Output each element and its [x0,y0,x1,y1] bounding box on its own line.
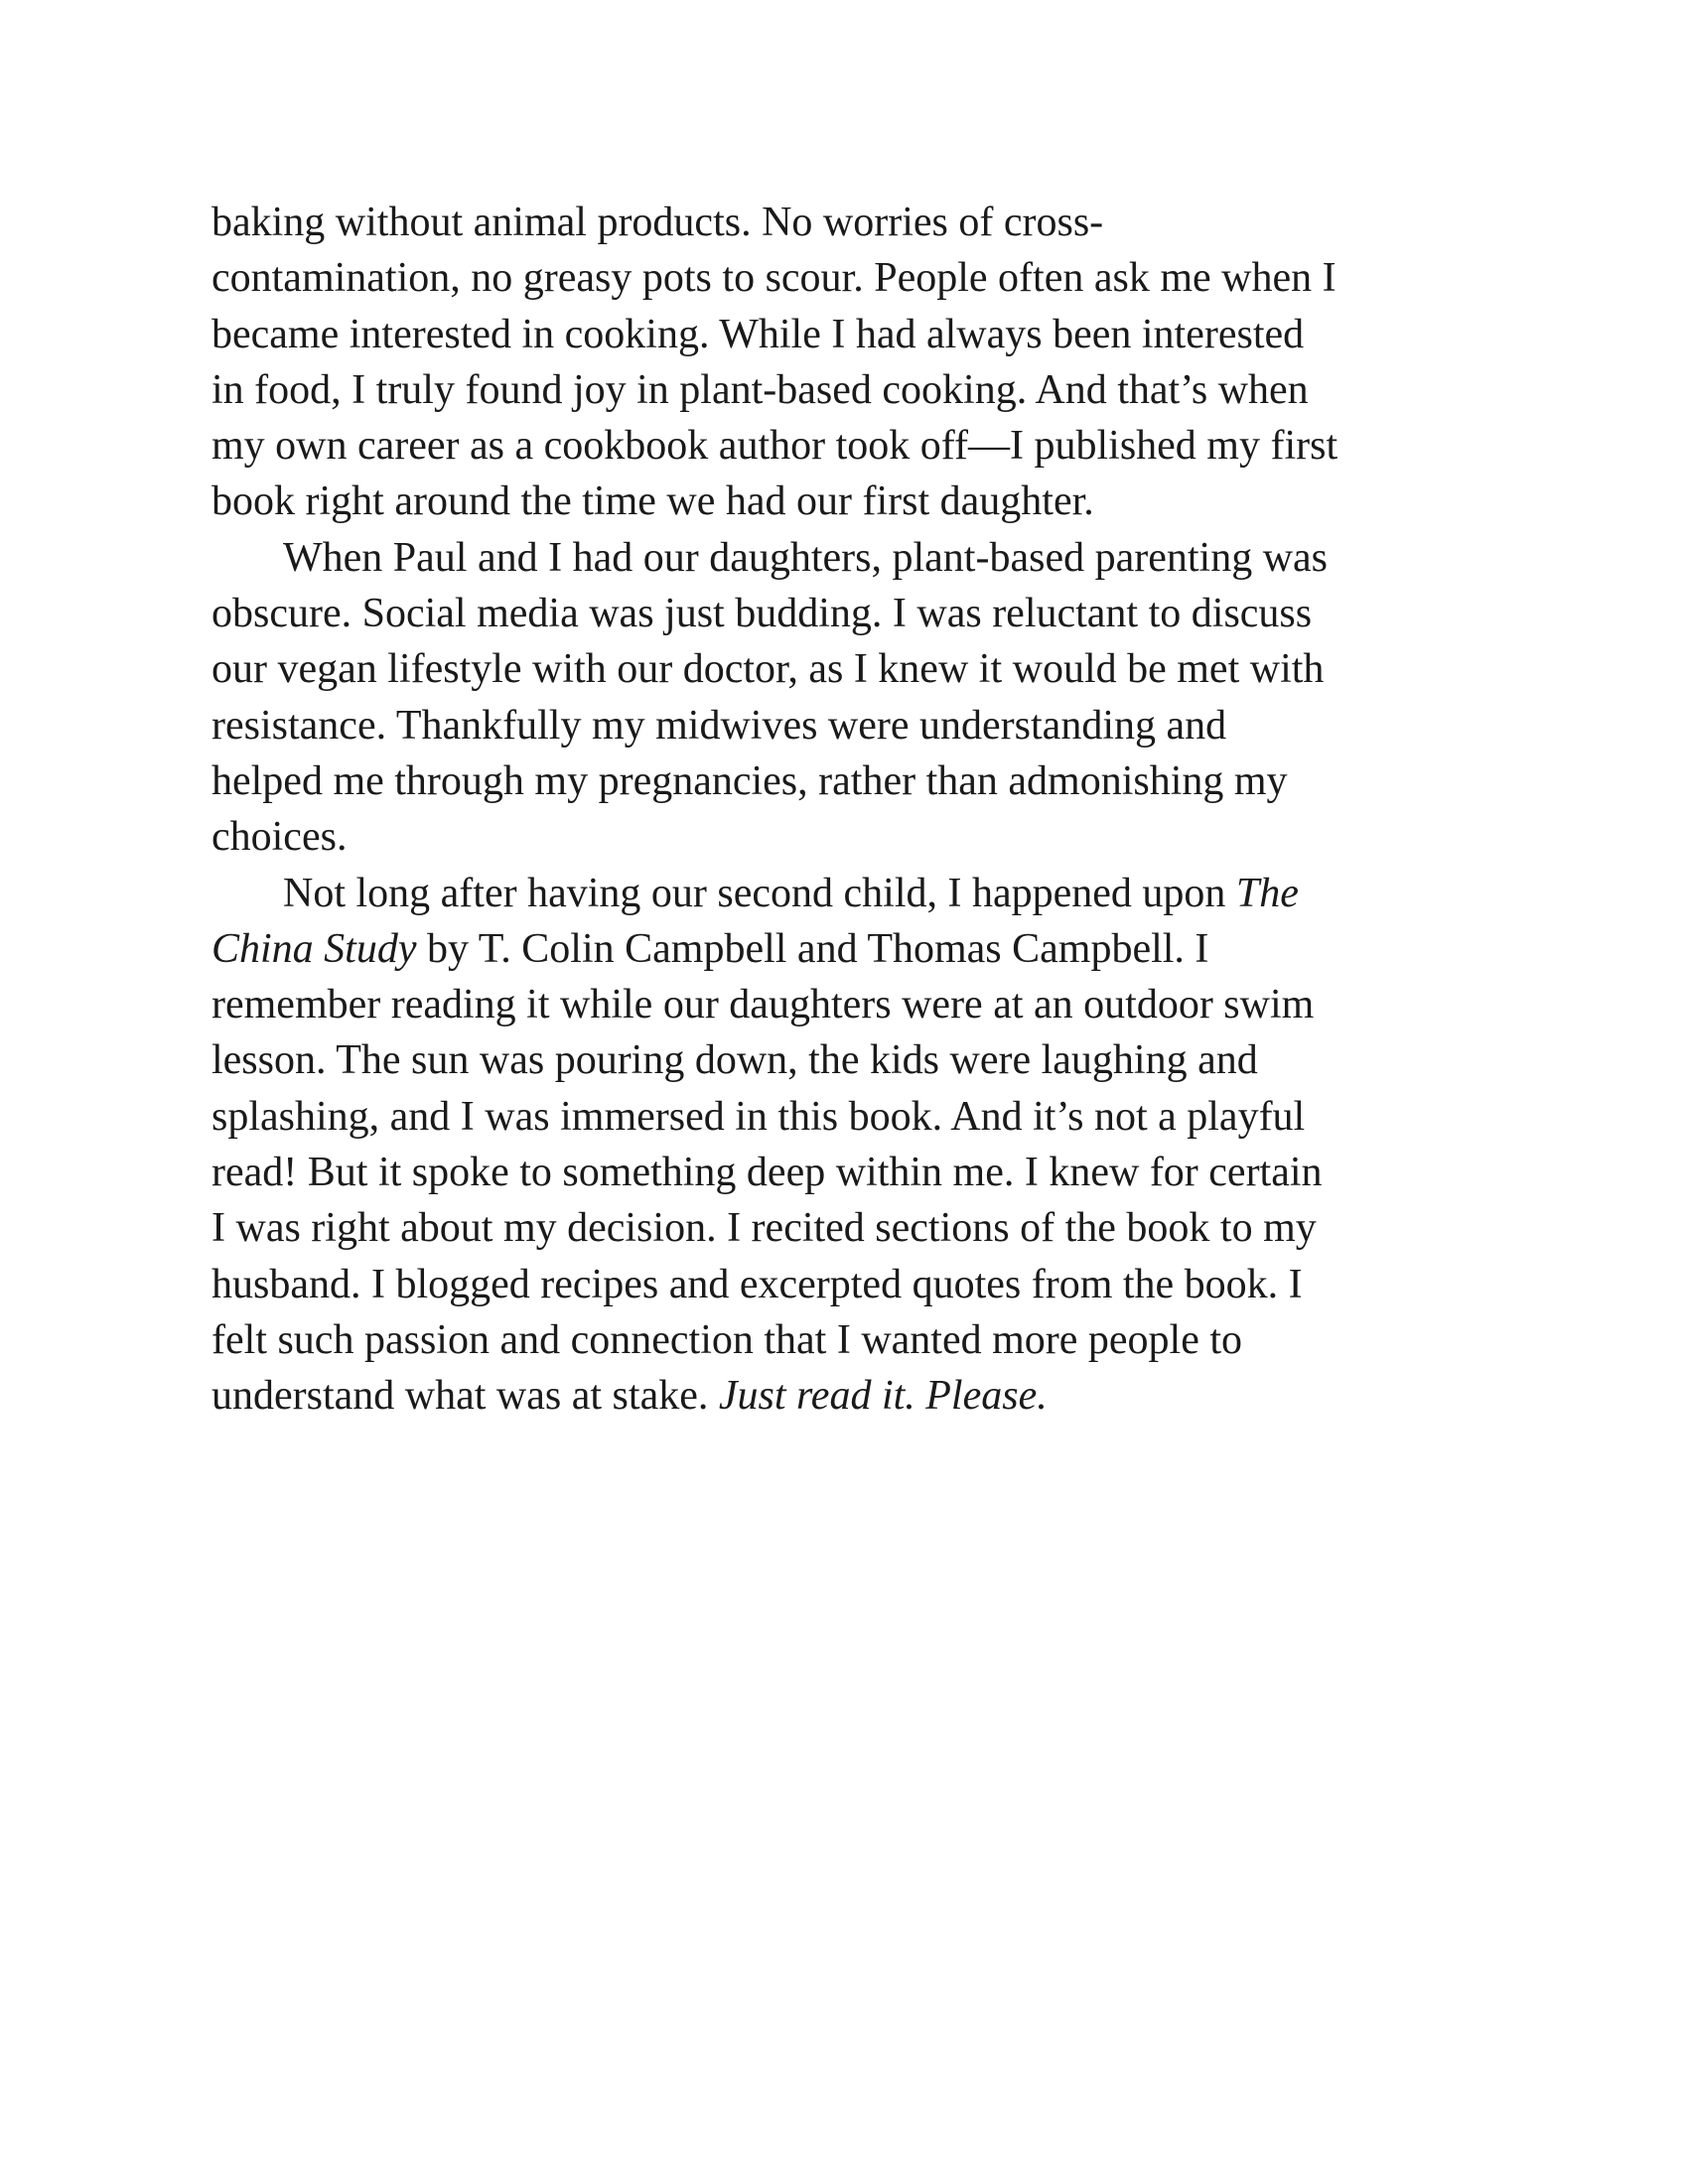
text-line: husband. I blogged recipes and excerpted quotes from the book. I [211,1261,1303,1307]
body-text [211,195,1502,1425]
text-run: by T. Colin Campbell and Thomas Campbell. I [416,925,1209,972]
text-line: in food, I truly found joy in plant-based cooking. And that’s when [211,366,1309,413]
text-line: When Paul and I had our daughters, plant-based parenting was [283,534,1329,581]
text-line: my own career as a cookbook author took off—I published my first [211,423,1338,470]
text-run: Not long after having our second child, I happened upon [283,870,1236,916]
text-line [211,866,1502,921]
text-line: resistance. Thankfully my midwives were understanding and [211,702,1227,749]
paragraph-1 [211,195,1502,530]
emphasis-text: Just read it. Please. [718,1373,1048,1420]
text-line: became interested in cooking. While I had always been interested [211,311,1305,357]
text-line: felt such passion and connection that I wanted more people to [211,1316,1243,1363]
text-line: book right around the time we had our first daughter. [211,478,1094,525]
text-line: baking without animal products. No worries of cross- [211,200,1104,245]
text-line: lesson. The sun was pouring down, the kids were laughing and [211,1037,1258,1084]
text-line: choices. [211,814,348,861]
paragraph-2 [211,530,1502,866]
text-run: understand what was at stake. [211,1373,719,1420]
text-line: read! But it spoke to something deep within me. I knew for certain [211,1150,1323,1196]
text-line [211,1368,1502,1424]
text-line: obscure. Social media was just budding. I was reluctant to discuss [211,591,1313,637]
text-line: helped me through my pregnancies, rather than admonishing my [211,757,1288,804]
text-line: remember reading it while our daughters were at an outdoor swim [211,982,1315,1028]
text-line: I was right about my decision. I recited sections of the book to my [211,1205,1317,1252]
text-line: our vegan lifestyle with our doctor, as I knew it would be met with [211,646,1325,693]
book-title-part: The [1235,870,1299,916]
text-line: splashing, and I was immersed in this book. And it’s not a playful [211,1093,1306,1140]
book-title-part: China Study [211,925,417,972]
text-line: contamination, no greasy pots to scour. People often ask me when I [211,255,1336,302]
text-line [211,921,1502,977]
paragraph-3 [211,866,1502,1425]
